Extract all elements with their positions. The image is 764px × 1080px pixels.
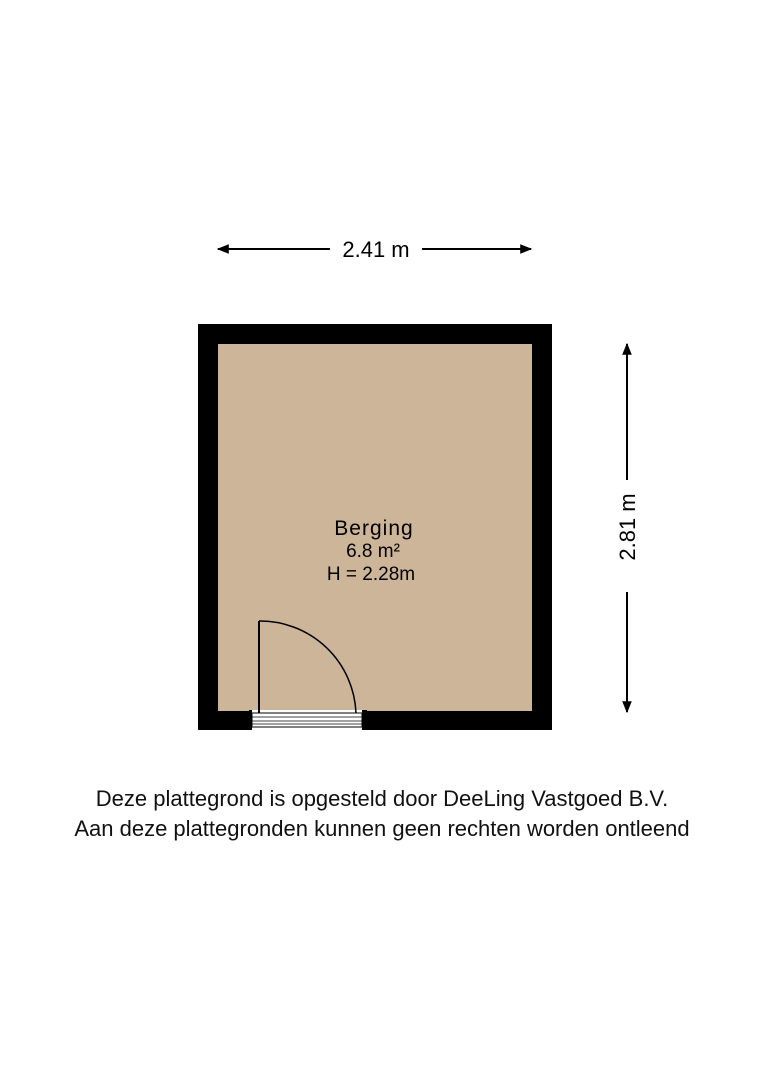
room-name: Berging <box>334 517 414 540</box>
disclaimer-line-2: Aan deze plattegronden kunnen geen rechten worden ontleend <box>74 816 690 841</box>
width-dimension-label: 2.41 m <box>342 237 410 262</box>
door-jamb-left <box>249 710 252 730</box>
room-berging <box>198 324 552 730</box>
disclaimer-line-1: Deze plattegrond is opgesteld door DeeLing Vastgoed B.V. <box>95 786 669 811</box>
width-dimension <box>218 237 531 262</box>
height-dimension-label: 2.81 m <box>615 493 640 561</box>
door-jamb-right <box>362 710 367 730</box>
room-area: 6.8 m² <box>346 541 400 562</box>
room-height: H = 2.28m <box>326 564 416 585</box>
door-threshold <box>252 713 362 727</box>
height-dimension <box>615 344 640 712</box>
